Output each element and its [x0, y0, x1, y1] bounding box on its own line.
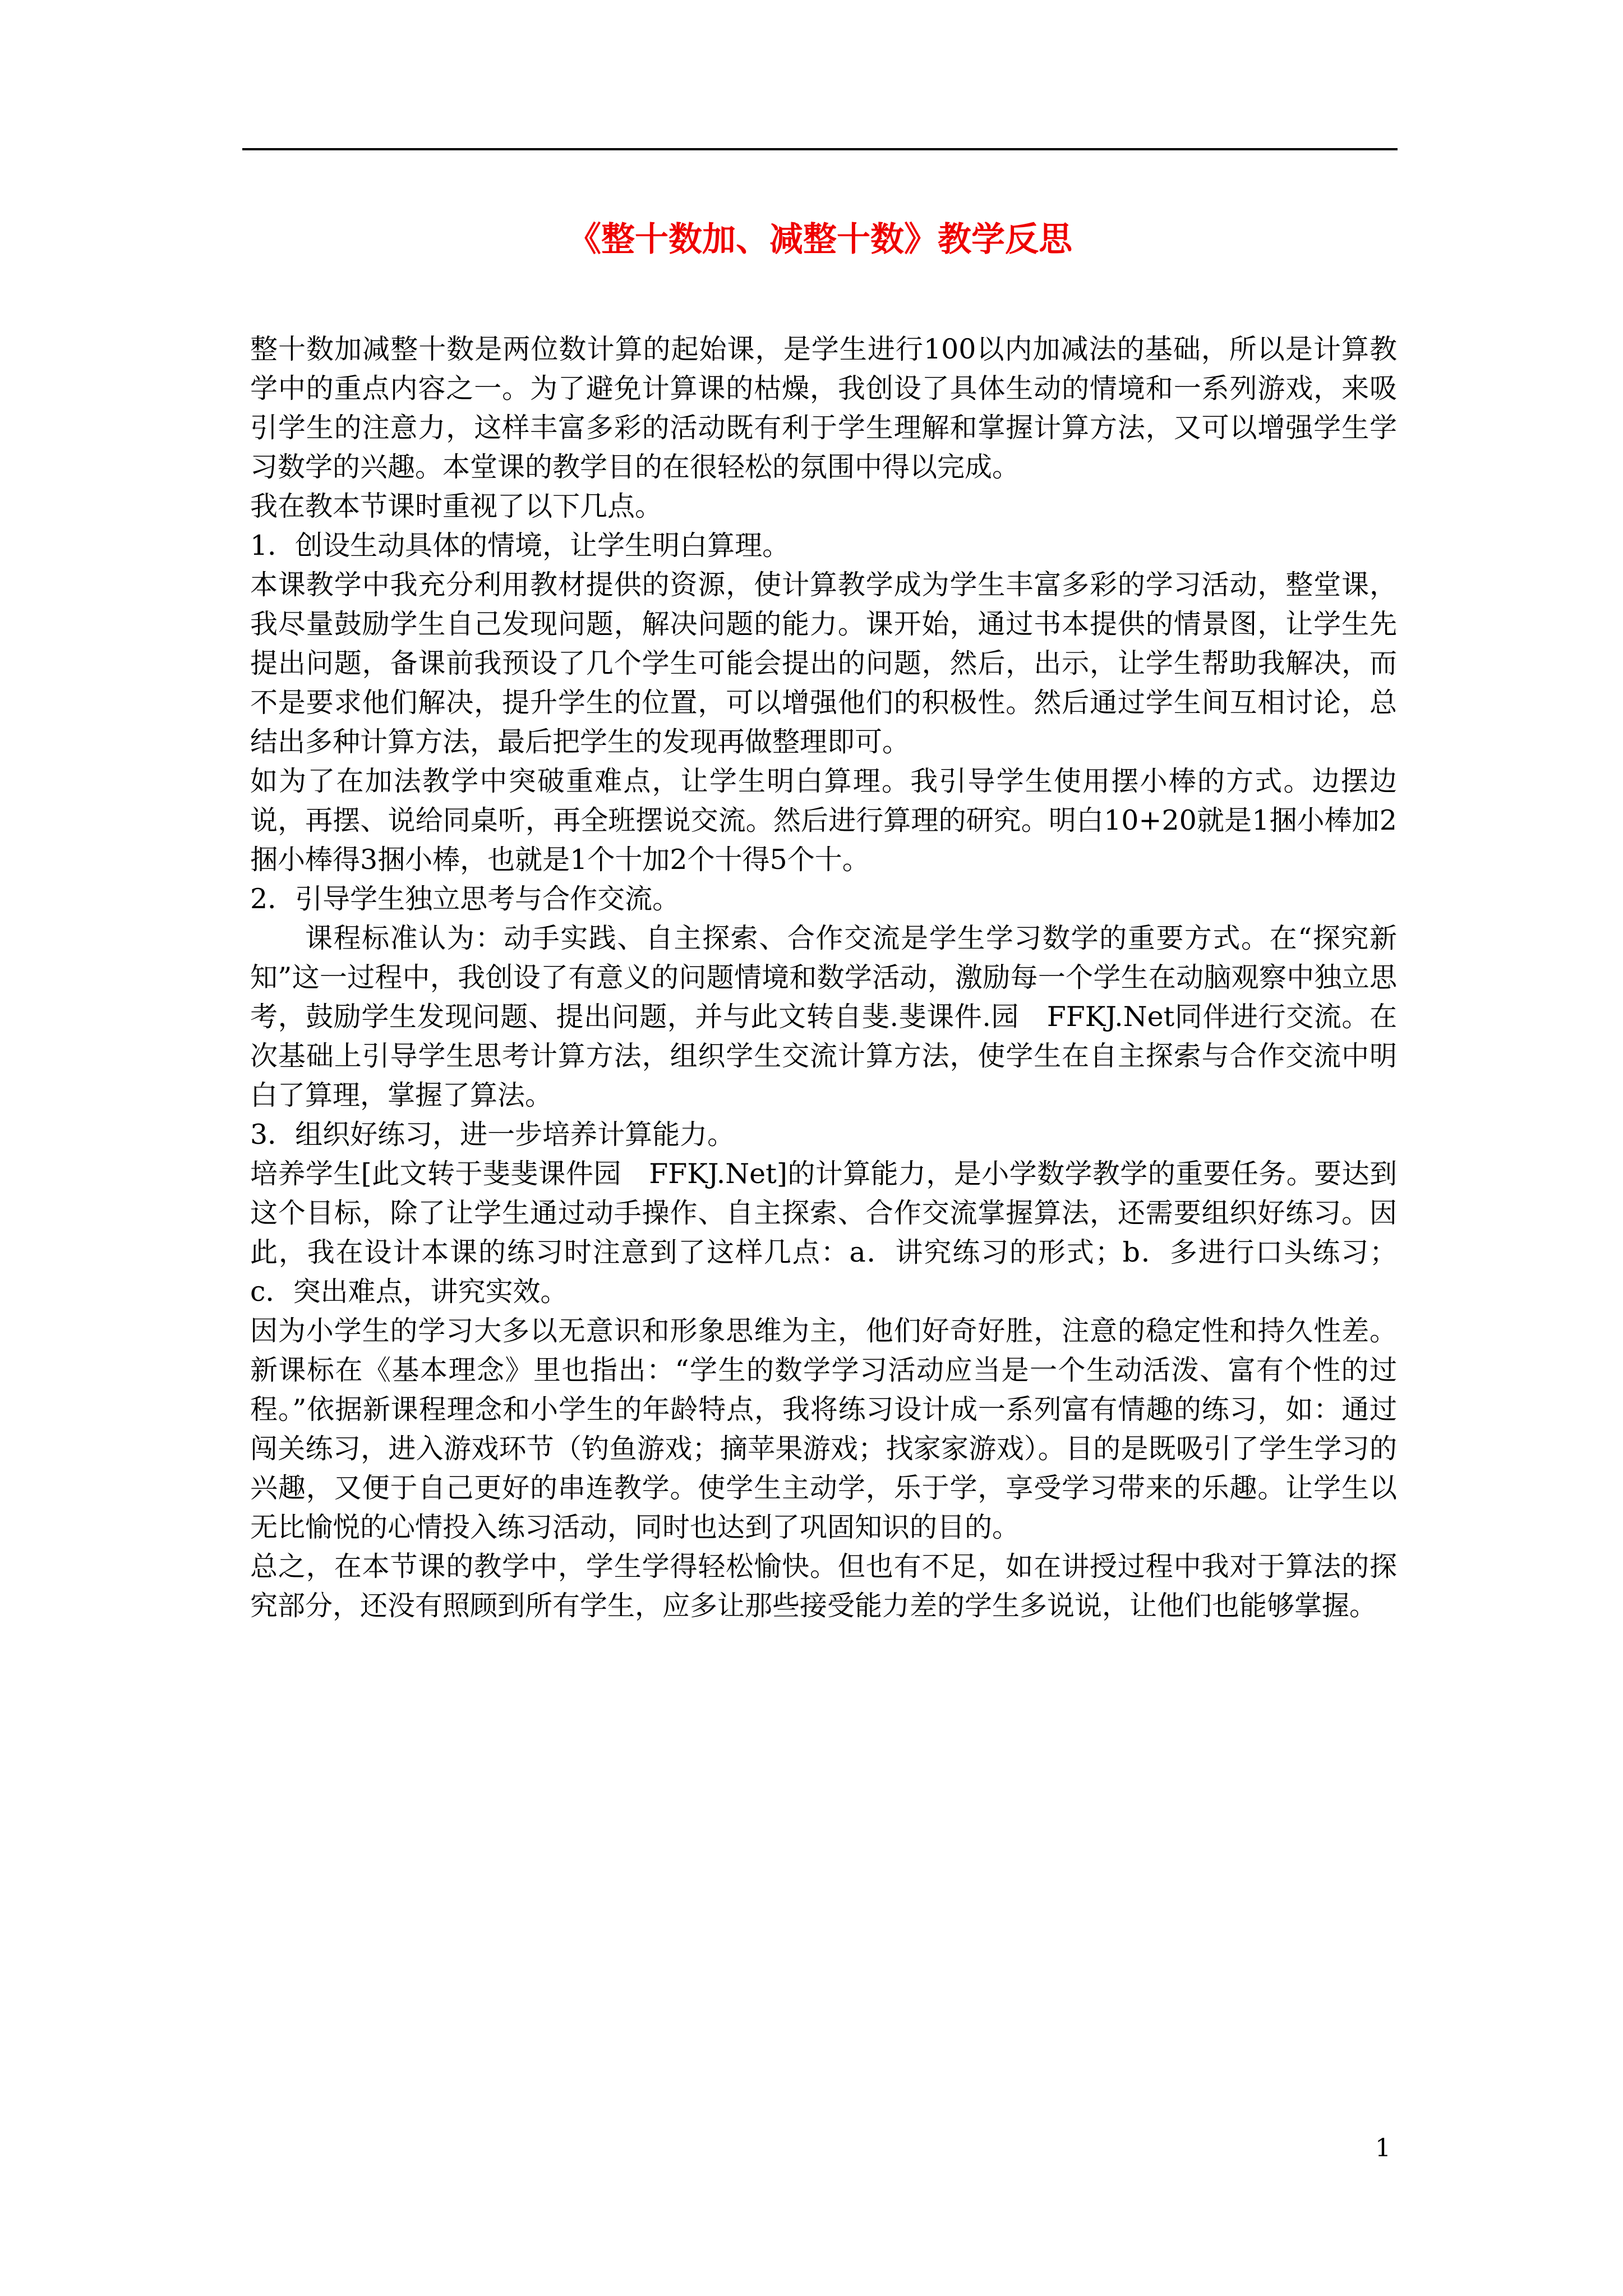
section-heading-2: 2．引导学生独立思考与合作交流。: [250, 883, 680, 915]
paragraph-section-2-body: 课程标准认为：动手实践、自主探索、合作交流是学生学习数学的重要方式。在“探究新知”这一过程中，我创设了有意义的问题情境和数学活动，激励每一个学生在动脑观察中独立思考，鼓励学生发现问题、提出问题，并与此文转自斐.斐课件.园 FFKJ.Net同伴进行交流。在次基础上引导学生思考计算方法，组织学生交流计算方法，使学生在自主探索与合作交流中明白了算理，掌握了算法。: [250, 922, 1397, 1111]
paragraph-section-1-body: 本课教学中我充分利用教材提供的资源，使计算教学成为学生丰富多彩的学习活动，整堂课，我尽量鼓励学生自己发现问题，解决问题的能力。课开始，通过书本提供的情景图，让学生先提出问题，备课前我预设了几个学生可能会提出的问题，然后，出示，让学生帮助我解决，而不是要求他们解决，提升学生的位置，可以增强他们的积极性。然后通过学生间互相讨论，总结出多种计算方法，最后把学生的发现再做整理即可。: [250, 569, 1397, 758]
paragraph-intro: 整十数加减整十数是两位数计算的起始课，是学生进行100以内加减法的基础，所以是计算教学中的重点内容之一。为了避免计算课的枯燥，我创设了具体生动的情境和一系列游戏，来吸引学生的注意力，这样丰富多彩的活动既有利于学生理解和掌握计算方法，又可以增强学生学习数学的兴趣。本堂课的教学目的在很轻松的氛围中得以完成。: [250, 333, 1397, 483]
document-title: 《整十数加、减整十数》教学反思: [568, 220, 1072, 259]
section-heading-3: 3．组织好练习，进一步培养计算能力。: [250, 1119, 735, 1151]
paragraph-section-3-body: 培养学生[此文转于斐斐课件园 FFKJ.Net]的计算能力，是小学数学教学的重要任务。要达到这个目标，除了让学生通过动手操作、自主探索、合作交流掌握算法，还需要组织好练习。因此，我在设计本课的练习时注意到了这样几点：a．讲究练习的形式；b．多进行口头练习；c．突出难点，讲究实效。: [250, 1158, 1397, 1308]
paragraph-section-3-games: 因为小学生的学习大多以无意识和形象思维为主，他们好奇好胜，注意的稳定性和持久性差。新课标在《基本理念》里也指出：“学生的数学学习活动应当是一个生动活泼、富有个性的过程。”依据新课程理念和小学生的年龄特点，我将练习设计成一系列富有情趣的练习，如：通过闯关练习，进入游戏环节（钓鱼游戏；摘苹果游戏；找家家游戏）。目的是既吸引了学生学习的兴趣，又便于自己更好的串连教学。使学生主动学，乐于学，享受学习带来的乐趣。让学生以无比愉悦的心情投入练习活动，同时也达到了巩固知识的目的。: [250, 1315, 1397, 1543]
document-body: [250, 330, 1397, 1626]
page-number: 1: [1375, 2134, 1391, 2162]
paragraph-conclusion: 总之，在本节课的教学中，学生学得轻松愉快。但也有不足，如在讲授过程中我对于算法的探究部分，还没有照顾到所有学生，应多让那些接受能力差的学生多说说，让他们也能够掌握。: [250, 1550, 1397, 1622]
paragraph-focus-points: 我在教本节课时重视了以下几点。: [250, 490, 663, 522]
header-rule: [242, 148, 1398, 150]
section-heading-1: 1．创设生动具体的情境，让学生明白算理。: [250, 530, 790, 562]
paragraph-section-1-example: 如为了在加法教学中突破重难点，让学生明白算理。我引导学生使用摆小棒的方式。边摆边说，再摆、说给同桌听，再全班摆说交流。然后进行算理的研究。明白10+20就是1捆小棒加2捆小棒得3捆小棒，也就是1个十加2个十得5个十。: [250, 765, 1397, 876]
